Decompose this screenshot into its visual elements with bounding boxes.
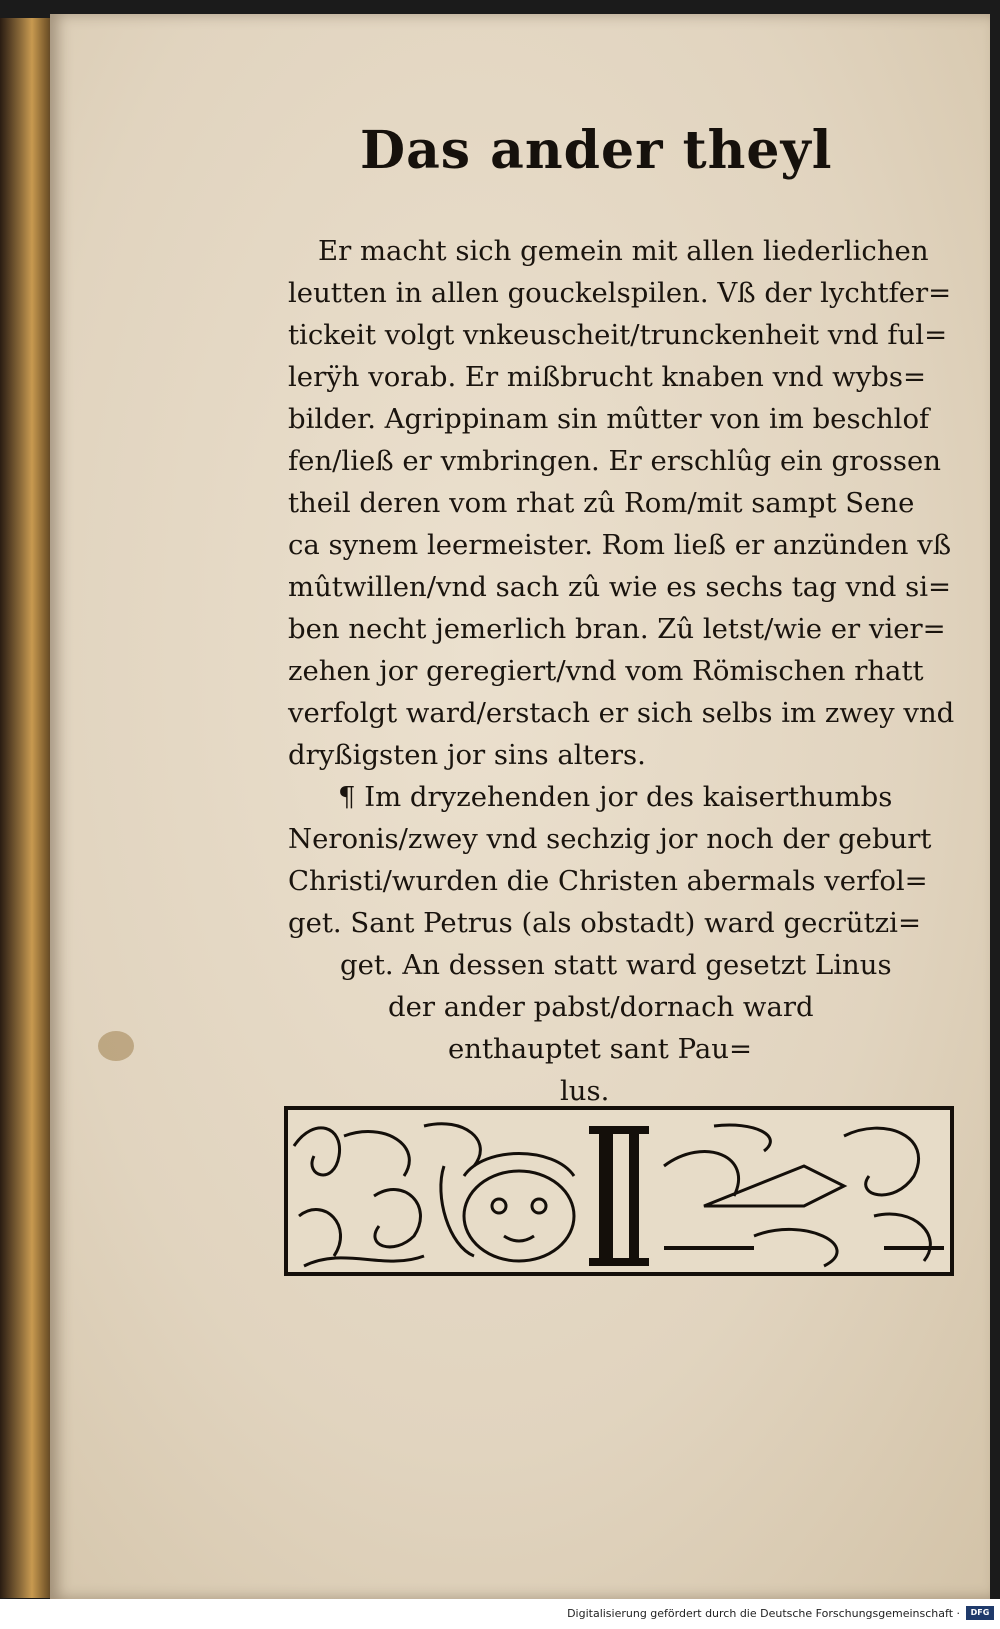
paragraph-start: ¶ Im dryzehenden jor des kaiserthumbs	[338, 781, 893, 813]
funding-note: Digitalisierung gefördert durch die Deutsche Forschungsgemeinschaft ·	[567, 1607, 960, 1620]
text-line: tickeit volgt vnkeuscheit/trunckenheit vnd ful=	[288, 319, 948, 351]
text-line: fen/ließ er vmbringen. Er erschlûg ein grossen	[288, 445, 942, 477]
footer-bar	[0, 1599, 1000, 1629]
text-line: Er macht sich gemein mit allen liederlichen	[318, 235, 929, 267]
text-line: verfolgt ward/erstach er sich selbs im zwey vnd	[288, 697, 955, 729]
text-line: ben necht jemerlich bran. Zû letst/wie er vier=	[288, 613, 946, 645]
text-line: Neronis/zwey vnd sechzig jor noch der geburt	[288, 823, 932, 855]
text-line: mûtwillen/vnd sach zû wie es sechs tag vnd si=	[288, 571, 952, 603]
text-line: get. An dessen statt ward gesetzt Linus	[340, 949, 892, 981]
text-line: enthauptet sant Pau=	[448, 1033, 753, 1065]
text-line: get. Sant Petrus (als obstadt) ward gecrützi=	[288, 907, 922, 939]
main-text	[288, 230, 955, 1112]
text-line: ca synem leermeister. Rom ließ er anzünden vß	[288, 529, 952, 561]
text-line: theil deren vom rhat zû Rom/mit sampt Sene	[288, 487, 915, 519]
text-line: lerÿh vorab. Er mißbrucht knaben vnd wybs=	[288, 361, 927, 393]
text-line: leutten in allen gouckelspilen. Vß der lychtfer=	[288, 277, 952, 309]
ornamental-woodcut-border-icon	[284, 1106, 954, 1276]
text-line: dryßigsten jor sins alters.	[288, 739, 646, 771]
running-head: Das ander theyl	[360, 120, 833, 181]
page-stain	[98, 1031, 134, 1061]
text-line: zehen jor geregiert/vnd vom Römischen rhatt	[288, 655, 924, 687]
text-line: der ander pabst/dornach ward	[388, 991, 814, 1023]
dfg-logo-icon: DFG	[966, 1606, 994, 1620]
text-line: lus.	[560, 1075, 610, 1107]
text-line: Christi/wurden die Christen abermals verfol=	[288, 865, 928, 897]
text-line: bilder. Agrippinam sin mûtter von im beschlof	[288, 403, 930, 435]
